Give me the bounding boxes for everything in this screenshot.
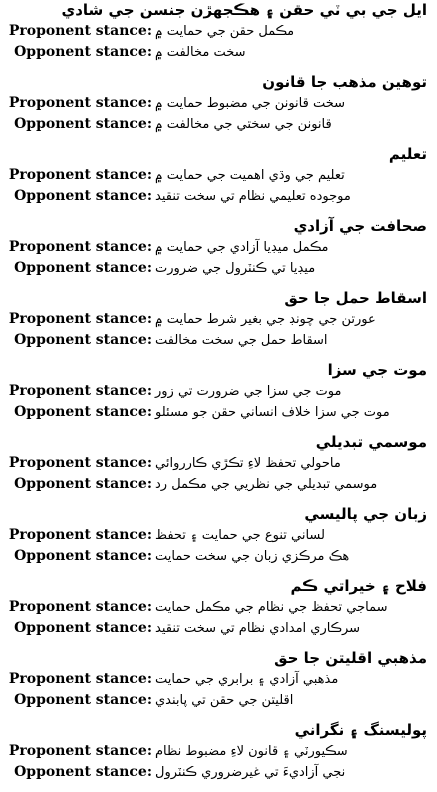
proponent-text: سڪيورٽي ۽ قانون لاءِ مضبوط نظام <box>155 744 348 759</box>
topic-section <box>0 360 437 432</box>
proponent-text: عورتن جي چونڊ جي بغير شرط حمايت ۾ <box>155 312 376 327</box>
topic-title: اسقاط حمل جا حق <box>284 289 427 307</box>
opponent-label: Opponent stance: <box>14 404 152 420</box>
proponent-label: Proponent stance: <box>8 311 152 327</box>
opponent-text: موت جي سزا خلاف انساني حقن جو مسئلو <box>155 405 390 420</box>
opponent-text: نجي آزاديءَ تي غيرضروري ڪنٽرول <box>155 765 346 780</box>
proponent-label: Proponent stance: <box>8 167 152 183</box>
opponent-text: هڪ مرڪزي زبان جي سخت حمايت <box>155 549 350 564</box>
proponent-row <box>0 598 437 618</box>
proponent-row <box>0 670 437 690</box>
proponent-row <box>0 166 437 186</box>
topic-title: پوليسنگ ۽ نگراني <box>294 721 427 739</box>
proponent-label: Proponent stance: <box>8 527 152 543</box>
proponent-text: سخت قانونن جي مضبوط حمايت ۾ <box>155 96 346 111</box>
opponent-row <box>0 547 437 567</box>
opponent-text: سرڪاري امدادي نظام تي سخت تنقيد <box>155 621 361 636</box>
opponent-label: Opponent stance: <box>14 476 152 492</box>
proponent-row <box>0 22 437 42</box>
proponent-label: Proponent stance: <box>8 743 152 759</box>
topic-section <box>0 216 437 288</box>
proponent-label: Proponent stance: <box>8 671 152 687</box>
opponent-row <box>0 475 437 495</box>
proponent-row <box>0 310 437 330</box>
proponent-label: Proponent stance: <box>8 95 152 111</box>
opponent-text: موجوده تعليمي نظام تي سخت تنقيد <box>155 189 351 204</box>
opponent-row <box>0 115 437 135</box>
topic-section <box>0 288 437 360</box>
opponent-label: Opponent stance: <box>14 188 152 204</box>
proponent-text: مڪمل حقن جي حمايت ۾ <box>155 24 295 39</box>
proponent-text: لساني تنوع جي حمايت ۽ تحفظ <box>155 528 325 543</box>
topic-section <box>0 0 437 72</box>
opponent-label: Opponent stance: <box>14 764 152 780</box>
topic-title: زبان جي پاليسي <box>304 505 427 523</box>
opponent-row <box>0 691 437 711</box>
opponent-row <box>0 43 437 63</box>
opponent-text: اقليتن جي حقن تي پابندي <box>155 693 294 708</box>
opponent-label: Opponent stance: <box>14 692 152 708</box>
proponent-row <box>0 742 437 762</box>
topic-title: مذهبي اقليتن جا حق <box>274 649 427 667</box>
topic-title: موسمي تبديلي <box>315 433 427 451</box>
opponent-row <box>0 259 437 279</box>
opponent-text: اسقاط حمل جي سخت مخالفت <box>155 333 328 348</box>
proponent-row <box>0 382 437 402</box>
opponent-row <box>0 619 437 639</box>
topic-section <box>0 432 437 504</box>
opponent-label: Opponent stance: <box>14 116 152 132</box>
topic-title: موت جي سزا <box>327 361 427 379</box>
opponent-label: Opponent stance: <box>14 44 152 60</box>
proponent-label: Proponent stance: <box>8 599 152 615</box>
topic-section <box>0 720 437 792</box>
proponent-row <box>0 238 437 258</box>
proponent-row <box>0 454 437 474</box>
opponent-label: Opponent stance: <box>14 260 152 276</box>
opponent-text: قانونن جي سختي جي مخالفت ۾ <box>155 117 332 132</box>
proponent-text: تعليم جي وڌي اهميت جي حمايت ۾ <box>155 168 345 183</box>
proponent-text: مڪمل ميڊيا آزادي جي حمايت ۾ <box>155 240 329 255</box>
opponent-text: ميڊيا تي ڪنٽرول جي ضرورت <box>155 261 316 276</box>
opponent-row <box>0 403 437 423</box>
topic-section <box>0 144 437 216</box>
proponent-row <box>0 94 437 114</box>
proponent-label: Proponent stance: <box>8 239 152 255</box>
topic-title: تعليم <box>388 145 427 163</box>
opponent-row <box>0 331 437 351</box>
opponent-text: موسمي تبديلي جي نظريي جي مڪمل رد <box>155 477 378 492</box>
proponent-label: Proponent stance: <box>8 455 152 471</box>
opponent-row <box>0 187 437 207</box>
proponent-text: سماجي تحفظ جي نظام جي مڪمل حمايت <box>155 600 388 615</box>
topic-title: توهين مذهب جا قانون <box>262 73 427 91</box>
opponent-row <box>0 763 437 783</box>
topic-section <box>0 648 437 720</box>
opponent-label: Opponent stance: <box>14 548 152 564</box>
proponent-row <box>0 526 437 546</box>
topic-title: صحافت جي آزادي <box>293 217 427 235</box>
topic-section <box>0 504 437 576</box>
topic-section <box>0 72 437 144</box>
proponent-label: Proponent stance: <box>8 23 152 39</box>
topic-section <box>0 576 437 648</box>
proponent-label: Proponent stance: <box>8 383 152 399</box>
opponent-label: Opponent stance: <box>14 332 152 348</box>
proponent-text: ماحولي تحفظ لاءِ تڪڙي ڪارروائي <box>155 456 341 471</box>
topic-title: فلاح ۽ خيراتي ڪم <box>290 577 427 595</box>
opponent-label: Opponent stance: <box>14 620 152 636</box>
proponent-text: موت جي سزا جي ضرورت تي زور <box>155 384 342 399</box>
opponent-text: سخت مخالفت ۾ <box>155 45 246 60</box>
proponent-text: مذهبي آزادي ۽ برابري جي حمايت <box>155 672 339 687</box>
topic-title: ايل جي بي ٽي حقن ۽ هڪجهڙن جنسن جي شادي <box>61 1 427 19</box>
